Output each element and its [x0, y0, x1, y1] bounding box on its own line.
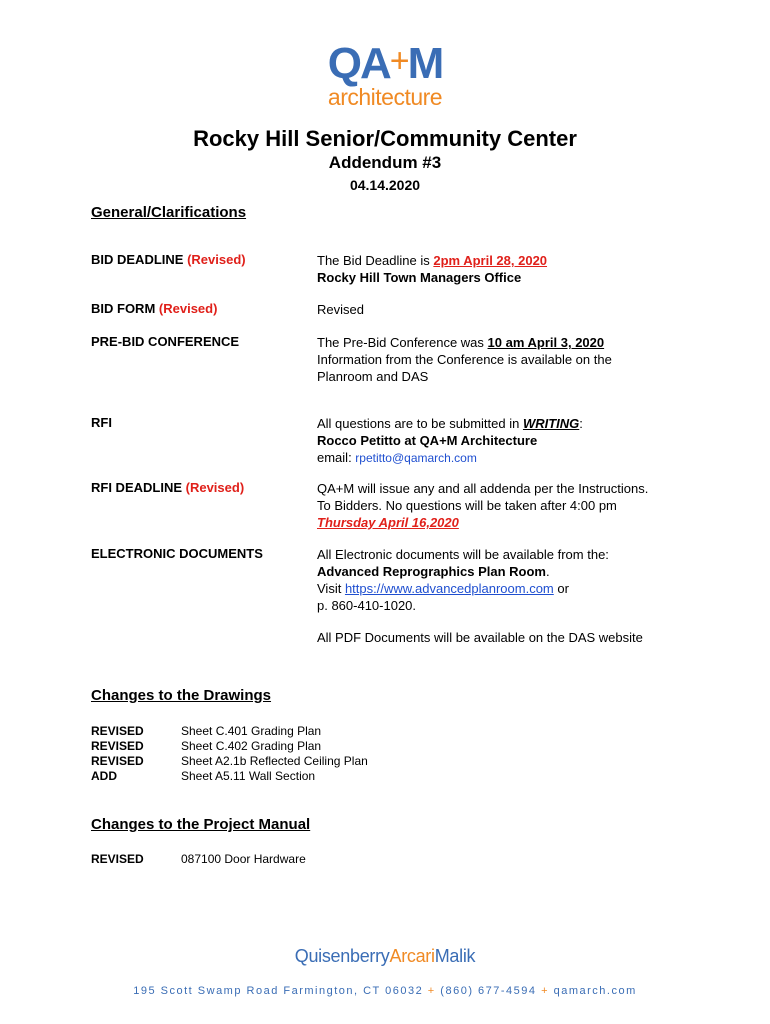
- change-status: REVISED: [91, 852, 144, 866]
- footer-logo-arcari: Arcari: [389, 946, 435, 966]
- logo-qa-text: QA: [327, 39, 390, 88]
- prebid-date: 10 am April 3, 2020: [487, 335, 605, 350]
- list-item: [91, 754, 368, 769]
- logo-plus-text: +: [389, 42, 408, 80]
- rfi-email-link[interactable]: rpetitto@qamarch.com: [355, 451, 477, 465]
- change-status: REVISED: [91, 724, 144, 738]
- change-status: REVISED: [91, 754, 144, 768]
- prebid-text: The Pre-Bid Conference was: [317, 335, 488, 350]
- addendum-date: 04.14.2020: [349, 177, 421, 193]
- footer-logo-malik: Malik: [434, 946, 476, 966]
- electronic-docs-line: All Electronic documents will be available from the:: [317, 547, 609, 562]
- footer-logo: [0, 946, 770, 967]
- rfi-deadline-desc: [317, 480, 737, 531]
- change-desc: Sheet A2.1b Reflected Ceiling Plan: [181, 754, 368, 768]
- list-item: [91, 724, 368, 739]
- project-manual-changes-heading: Changes to the Project Manual: [91, 816, 311, 833]
- footer-logo-quisenberry: Quisenberry: [294, 946, 390, 966]
- rfi-writing-emphasis: WRITING: [522, 416, 580, 431]
- period: .: [546, 564, 550, 579]
- list-item: [91, 852, 306, 867]
- bid-deadline-text: The Bid Deadline is: [317, 253, 434, 268]
- logo-architecture-text: architecture: [327, 84, 443, 110]
- rfi-email-label: email:: [317, 450, 356, 465]
- footer-website[interactable]: qamarch.com: [553, 985, 637, 997]
- bid-deadline-label-text: BID DEADLINE: [91, 252, 184, 267]
- rfi-text: All questions are to be submitted in: [317, 416, 523, 431]
- change-desc: Sheet C.401 Grading Plan: [181, 724, 322, 738]
- rfi-desc: [317, 415, 737, 467]
- footer-street-address: 195 Scott Swamp Road Farmington, CT 06032: [133, 985, 424, 997]
- change-desc: 087100 Door Hardware: [181, 852, 306, 866]
- prebid-info-line: Planroom and DAS: [317, 369, 429, 384]
- addendum-number: Addendum #3: [328, 153, 442, 172]
- or-text: or: [553, 581, 569, 596]
- document-title: Rocky Hill Senior/Community Center: [193, 126, 577, 151]
- bid-form-desc: Revised: [317, 302, 364, 317]
- list-item: [91, 769, 368, 784]
- electronic-documents-desc: [317, 546, 737, 646]
- footer-phone: (860) 677-4594: [440, 985, 537, 997]
- logo-m-text: M: [407, 39, 443, 88]
- planroom-phone: p. 860-410-1020.: [317, 598, 417, 613]
- rfi-contact-name: Rocco Petitto at QA+M Architecture: [317, 433, 538, 448]
- bid-deadline-location: Rocky Hill Town Managers Office: [317, 270, 522, 285]
- project-manual-changes-list: [91, 852, 306, 867]
- bid-deadline-desc: [317, 252, 737, 286]
- bid-deadline-date: 2pm April 28, 2020: [433, 253, 548, 268]
- rfi-label: RFI: [91, 415, 112, 430]
- rfi-colon: :: [579, 416, 583, 431]
- prebid-conference-desc: [317, 334, 737, 385]
- drawings-changes-list: [91, 724, 368, 784]
- change-desc: Sheet C.402 Grading Plan: [181, 739, 322, 753]
- prebid-info-line: Information from the Conference is available on the: [317, 352, 612, 367]
- general-clarifications-heading: General/Clarifications: [91, 204, 247, 221]
- footer-separator: +: [427, 985, 436, 997]
- footer-address: [0, 985, 770, 997]
- revised-tag: (Revised): [185, 480, 245, 495]
- bid-form-label: [91, 301, 217, 316]
- rfi-deadline-line: QA+M will issue any and all addenda per the Instructions.: [317, 481, 649, 496]
- rfi-deadline-label-text: RFI DEADLINE: [91, 480, 182, 495]
- visit-text: Visit: [317, 581, 345, 596]
- rfi-deadline-date: Thursday April 16,2020: [317, 515, 459, 530]
- das-website-note: All PDF Documents will be available on the DAS website: [317, 630, 643, 645]
- bid-form-label-text: BID FORM: [91, 301, 156, 316]
- revised-tag: (Revised): [187, 252, 246, 267]
- change-status: REVISED: [91, 739, 144, 753]
- list-item: [91, 739, 368, 754]
- bid-deadline-label: [91, 252, 246, 267]
- rfi-deadline-label: [91, 480, 244, 495]
- revised-tag: (Revised): [158, 301, 218, 316]
- change-status: ADD: [91, 769, 117, 783]
- planroom-name: Advanced Reprographics Plan Room: [317, 564, 546, 579]
- footer-separator: +: [541, 985, 550, 997]
- planroom-url-link[interactable]: https://www.advancedplanroom.com: [344, 581, 554, 596]
- rfi-deadline-line: To Bidders. No questions will be taken after 4:00 pm: [317, 498, 617, 513]
- drawings-changes-heading: Changes to the Drawings: [91, 687, 272, 704]
- prebid-conference-label: PRE-BID CONFERENCE: [91, 334, 240, 349]
- electronic-documents-label: ELECTRONIC DOCUMENTS: [91, 546, 263, 561]
- change-desc: Sheet A5.11 Wall Section: [181, 769, 316, 783]
